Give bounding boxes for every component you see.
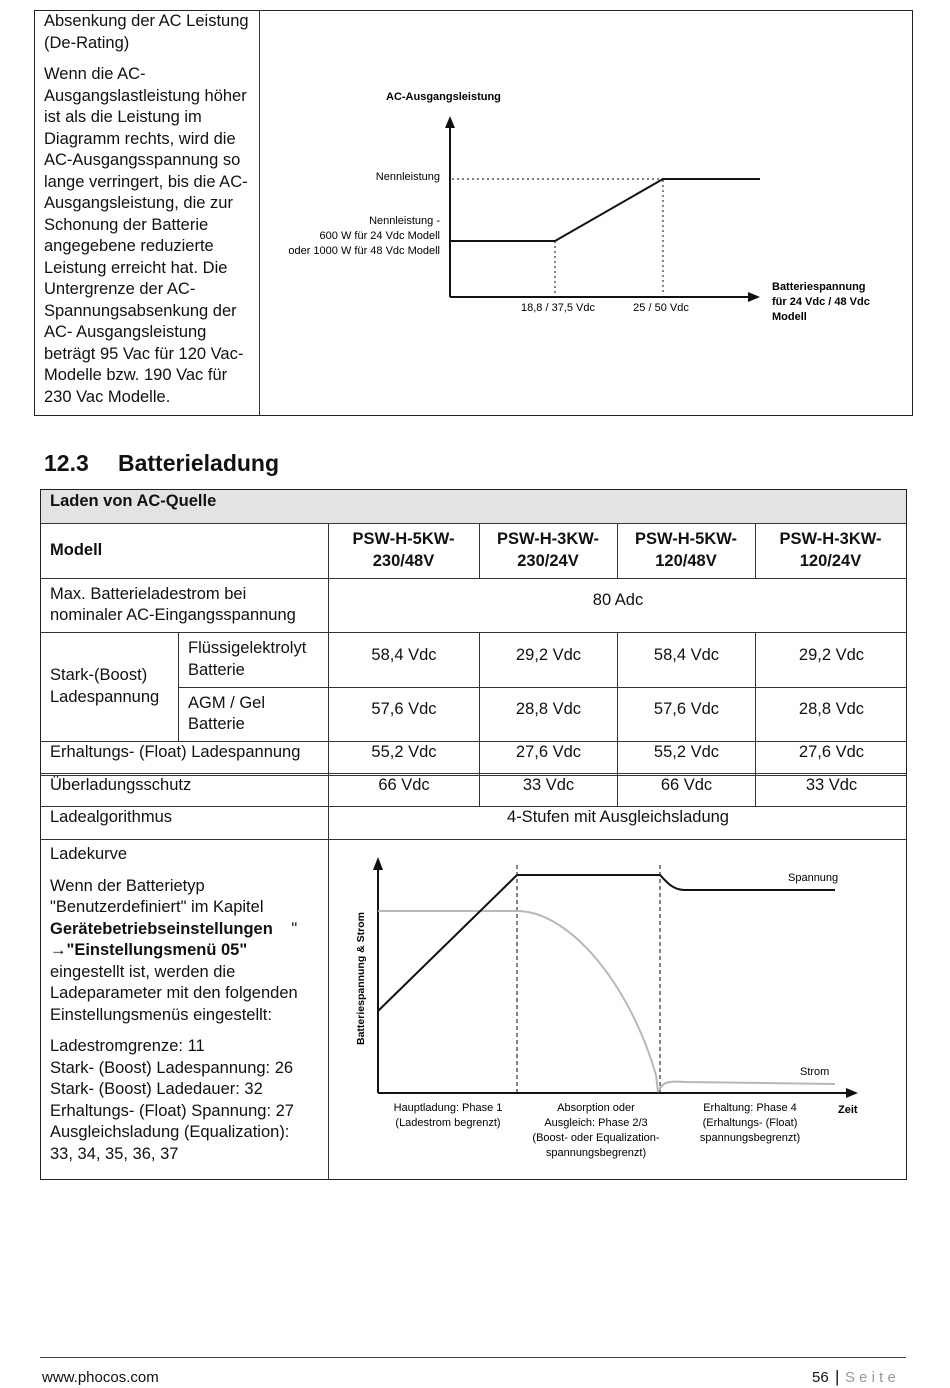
- agm-value-3: 57,6 Vdc: [653, 699, 720, 718]
- table-caption: Laden von AC-Quelle: [50, 492, 217, 510]
- tick2-label: 25 / 50 Vdc: [633, 302, 689, 314]
- curve-section: [50, 844, 322, 1165]
- time-label: Zeit: [838, 1104, 858, 1116]
- param-line: Ausgleichsladung (Equalization):: [50, 1123, 290, 1141]
- curve-bold-2: "Einstellungsmenü 05": [66, 941, 248, 959]
- reduced-label-1: Nennleistung -: [369, 215, 440, 227]
- derating-chart: [260, 80, 910, 340]
- float-value-2: 27,6 Vdc: [515, 742, 582, 761]
- reduced-label-3: oder 1000 W für 48 Vdc Modell: [288, 245, 440, 257]
- charge-x-arrow: [846, 1088, 858, 1098]
- float-label: Erhaltungs- (Float) Ladespannung: [50, 742, 301, 761]
- float-value-3: 55,2 Vdc: [653, 742, 720, 761]
- row-line-algorithm: [40, 839, 907, 840]
- param-line: Erhaltungs- (Float) Spannung: 27: [50, 1101, 294, 1120]
- footer-url[interactable]: www.phocos.com: [42, 1369, 159, 1386]
- model-header-4: PSW-H-3KW-120/24V: [779, 530, 882, 570]
- section-title: Batterieladung: [118, 450, 280, 476]
- model-header-1: PSW-H-5KW-230/48V: [352, 530, 455, 570]
- derating-y-arrow: [445, 116, 455, 128]
- overcharge-value-4: 33 Vdc: [805, 776, 858, 795]
- agm-value-1: 57,6 Vdc: [371, 699, 437, 718]
- param-line: Ladestromgrenze: 11: [50, 1037, 205, 1055]
- flooded-value-3: 58,4 Vdc: [653, 645, 720, 664]
- flooded-value-2: 29,2 Vdc: [515, 645, 582, 664]
- model-header-3: PSW-H-5KW-120/48V: [635, 530, 737, 570]
- derating-x-arrow: [748, 292, 760, 302]
- curve-description: [50, 876, 322, 1027]
- col-line-sublabel: [178, 632, 179, 741]
- float-value-4: 27,6 Vdc: [798, 742, 865, 761]
- curve-params: [50, 1036, 322, 1165]
- footer-page-label: S e i t e: [845, 1369, 896, 1386]
- phase1-line-1: Hauptladung: Phase 1: [393, 1102, 503, 1114]
- charge-curve-chart: [340, 845, 900, 1175]
- section-number: 12.3: [44, 450, 89, 476]
- derating-title: Absenkung der AC Leistung (De-Rating): [44, 12, 249, 52]
- rated-label: Nennleistung: [375, 171, 440, 183]
- footer-rule: [40, 1357, 906, 1358]
- curve-quote: ": [291, 919, 298, 938]
- curve-title: Ladekurve: [50, 845, 128, 863]
- phase2-line-4: spannungsbegrenzt): [545, 1147, 647, 1159]
- derating-xlabel-2: für 24 Vdc / 48 Vdc: [772, 296, 870, 308]
- current-label: Strom: [800, 1066, 830, 1078]
- param-line: Stark- (Boost) Ladespannung: 26: [50, 1058, 294, 1077]
- charge-y-arrow: [373, 857, 383, 870]
- algorithm-value: 4-Stufen mit Ausgleichsladung: [507, 808, 729, 827]
- model-label: Modell: [50, 540, 103, 559]
- col-line-1: [479, 523, 480, 578]
- charge-ylabel: Batteriespannung & Strom: [355, 911, 367, 1045]
- row-line-float: [40, 773, 907, 774]
- tick1-label: 18,8 / 37,5 Vdc: [521, 302, 595, 314]
- derating-body: Wenn die AC-Ausgangslastleistung höher ist als die Leistung im Diagramm rechts, wird die AC-Ausgangsspannung so lange verringert, bis die AC-Ausgangsleistung, die zur Schonung der Batterie angegebene reduzierte Leistung erreicht hat. Die Untergrenze der AC-Spannungsabsenkung der AC- Ausgangsleistung beträgt 95 Vac für 120 Vac-Modelle bzw. 190 Vac für 230 Vac Modelle.: [44, 65, 248, 406]
- phase2-line-2: Ausgleich: Phase 2/3: [544, 1117, 648, 1129]
- boost-label: Stark-(Boost) Ladespannung: [50, 666, 160, 706]
- max-current-label: Max. Batterieladestrom bei nominaler AC-Eingangsspannung: [50, 584, 296, 624]
- col-line-2: [617, 523, 618, 578]
- phase3-line-3: spannungsbegrenzt): [699, 1132, 801, 1144]
- agm-label: AGM / Gel Batterie: [188, 693, 266, 733]
- footer-separator: |: [835, 1367, 840, 1386]
- reduced-label-2: 600 W für 24 Vdc Modell: [319, 230, 440, 242]
- agm-value-4: 28,8 Vdc: [798, 699, 865, 718]
- curve-bold-1: Gerätebetriebseinstellungen: [50, 919, 273, 938]
- flooded-value-4: 29,2 Vdc: [798, 645, 865, 664]
- algorithm-label: Ladealgorithmus: [50, 808, 172, 827]
- voltage-curve: [378, 875, 835, 1011]
- phase2-line-1: Absorption oder: [557, 1102, 635, 1114]
- derating-ylabel: AC-Ausgangsleistung: [386, 91, 501, 103]
- phase3-line-2: (Erhaltungs- (Float): [702, 1117, 798, 1129]
- param-line: 33, 34, 35, 36, 37: [50, 1144, 179, 1163]
- derating-xlabel-3: Modell: [772, 311, 807, 323]
- curve-text-2: eingestellt ist, werden die Ladeparameter mit den folgenden Einstellungsmenüs eingestellt:: [50, 962, 298, 1024]
- flooded-label: Flüssigelektrolyt Batterie: [188, 639, 307, 679]
- flooded-value-1: 58,4 Vdc: [371, 645, 437, 664]
- derating-curve: [450, 179, 760, 241]
- overcharge-value-2: 33 Vdc: [522, 776, 575, 795]
- param-line: Stark- (Boost) Ladedauer: 32: [50, 1080, 263, 1098]
- agm-value-2: 28,8 Vdc: [515, 699, 582, 718]
- float-value-1: 55,2 Vdc: [371, 742, 437, 761]
- model-header-2: PSW-H-3KW-230/24V: [497, 530, 599, 570]
- phase3-line-1: Erhaltung: Phase 4: [703, 1102, 797, 1114]
- current-curve: [378, 911, 835, 1092]
- derating-xlabel-1: Batteriespannung: [772, 281, 866, 293]
- curve-text-1: Wenn der Batterietyp "Benutzerdefiniert" im Kapitel: [50, 876, 264, 916]
- overcharge-value-3: 66 Vdc: [660, 776, 713, 795]
- voltage-label: Spannung: [788, 872, 839, 884]
- overcharge-value-1: 66 Vdc: [378, 776, 430, 795]
- phase1-line-2: (Ladestrom begrenzt): [395, 1117, 501, 1129]
- footer-page-number: 56: [812, 1369, 829, 1386]
- phase2-line-3: (Boost- oder Equalization-: [532, 1132, 660, 1144]
- arrow-icon: →: [50, 941, 67, 959]
- max-current-value: 80 Adc: [592, 591, 644, 610]
- overcharge-label: Überladungsschutz: [50, 776, 192, 795]
- col-line-3: [755, 523, 756, 578]
